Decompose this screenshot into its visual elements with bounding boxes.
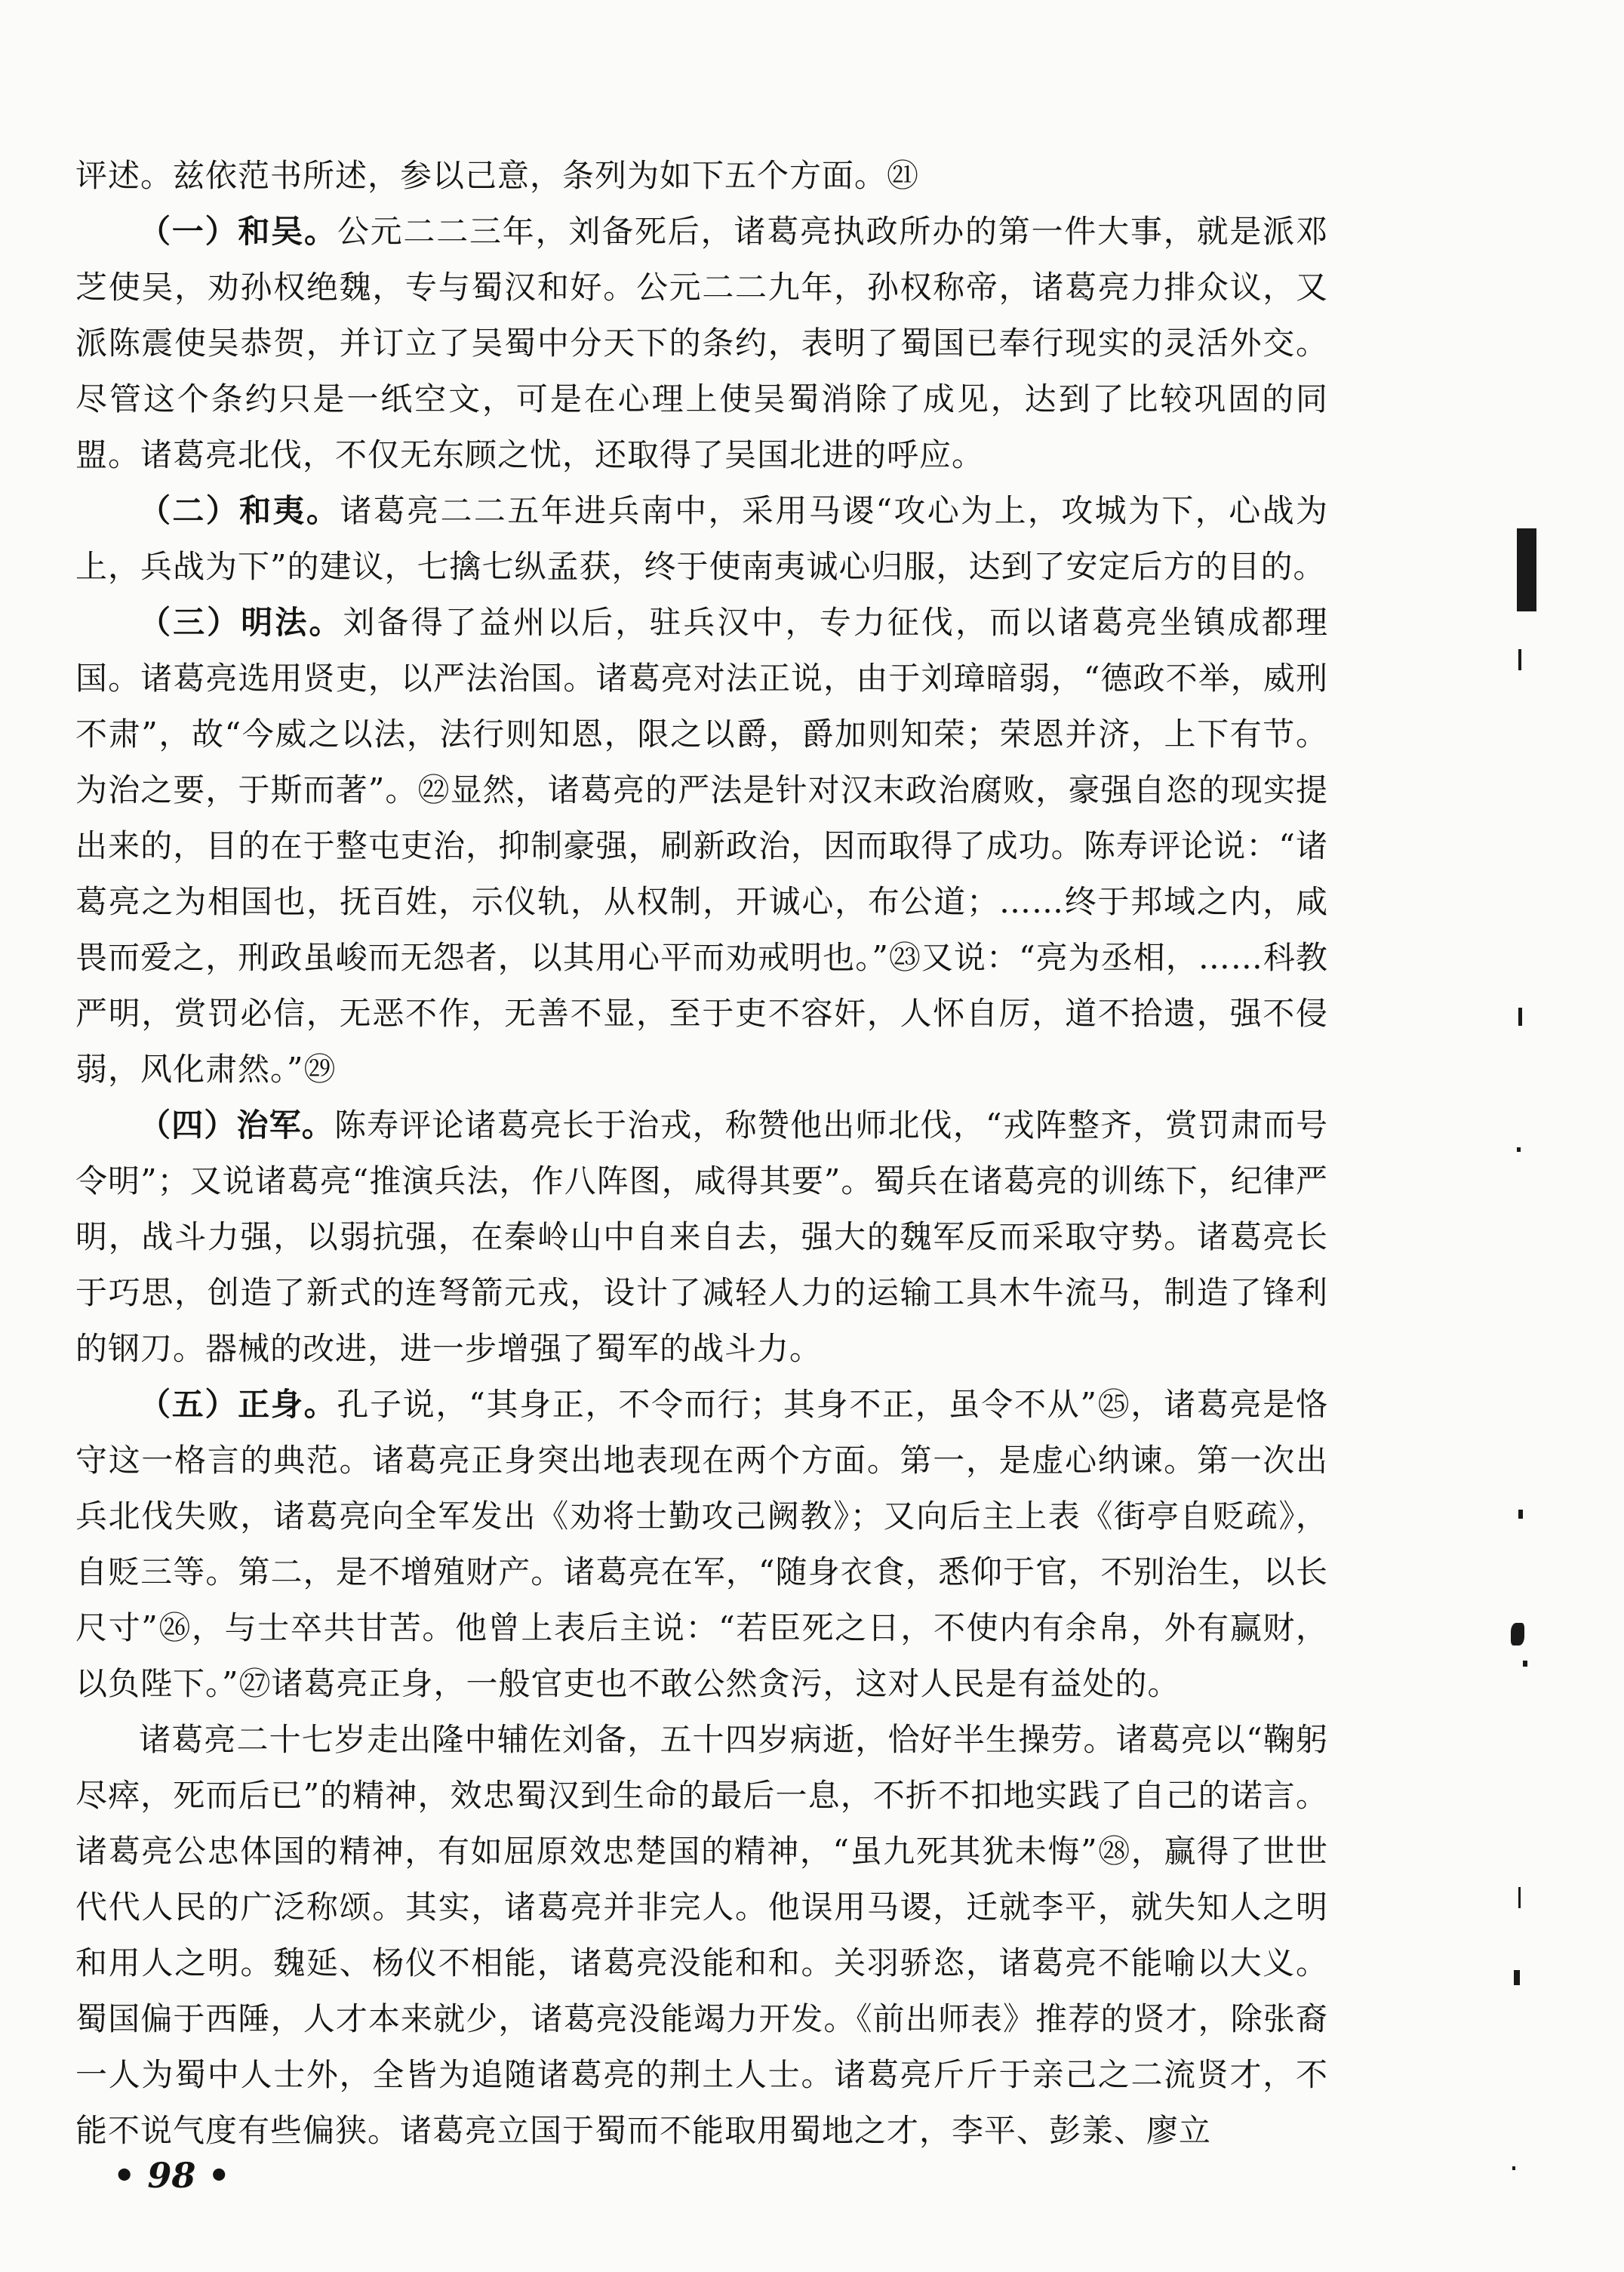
scan-margin-mark	[1523, 1661, 1527, 1667]
scan-margin-mark	[1518, 1510, 1523, 1519]
scan-margin-mark	[1518, 649, 1521, 670]
scan-margin-mark	[1511, 1623, 1524, 1646]
section-text: 刘备得了益州以后，驻兵汉中，专力征伐，而以诸葛亮坐镇成都理国。诸葛亮选用贤吏，以严法治国。诸葛亮对法正说，由于刘璋暗弱，“德政不举，威刑不肃”，故“今威之以法，法行则知恩，限之以爵，爵加则知荣；荣恩并济，上下有节。为治之要，于斯而著”。㉒显然，诸葛亮的严法是针对汉末政治腐败，豪强自恣的现实提出来的，目的在于整屯吏治，抑制豪强，刷新政治，因而取得了成功。陈寿评论说：“诸葛亮之为相国也，抚百姓，示仪轨，从权制，开诚心，布公道；……终于邦域之内，咸畏而爱之，刑政虽峻而无怨者，以其用心平而劝戒明也。”㉓又说：“亮为丞相，……科教严明，赏罚必信，无恶不作，无善不显，至于吏不容奸，人怀自厉，道不拾遗，强不侵弱，风化肃然。”㉙	[75, 604, 1328, 1088]
section-keyword: 明法。	[241, 604, 343, 641]
section-number: （四）	[139, 1107, 237, 1144]
scan-margin-mark	[1518, 1008, 1522, 1026]
section-number: （五）	[139, 1386, 238, 1423]
section-keyword: 正身。	[238, 1386, 337, 1423]
section-keyword: 和吴。	[238, 213, 337, 250]
scan-margin-mark	[1512, 2166, 1515, 2170]
intro-paragraph: 评述。兹依范书所述，参以己意，条列为如下五个方面。㉑	[75, 157, 920, 194]
body-text	[75, 148, 1328, 2159]
section-he-wu	[75, 204, 1328, 483]
closing-paragraph: 诸葛亮二十七岁走出隆中辅佐刘备，五十四岁病逝，恰好半生操劳。诸葛亮以“鞠躬尽瘁，死而后已”的精神，效忠蜀汉到生命的最后一息，不折不扣地实践了自己的诺言。诸葛亮公忠体国的精神，有如屈原效忠楚国的精神，“虽九死其犹未悔”㉘，赢得了世世代代人民的广泛称颂。其实，诸葛亮并非完人。他误用马谡，迁就李平，就失知人之明和用人之明。魏延、杨仪不相能，诸葛亮没能和和。关羽骄恣，诸葛亮不能喻以大义。蜀国偏于西陲，人才本来就少，诸葛亮没能竭力开发。《前出师表》推荐的贤才，除张裔一人为蜀中人士外，全皆为追随诸葛亮的荆土人士。诸葛亮斤斤于亲己之二流贤才，不能不说气度有些偏狭。诸葛亮立国于蜀而不能取用蜀地之才，李平、彭羕、廖立	[75, 1721, 1328, 2149]
section-number: （三）	[139, 604, 241, 641]
scan-margin-mark	[1518, 1887, 1521, 1908]
section-keyword: 和夷。	[239, 492, 340, 529]
section-number: （二）	[139, 492, 240, 529]
page-number: • 98 •	[113, 2155, 230, 2196]
section-zheng-shen	[75, 1377, 1328, 1712]
section-text: 诸葛亮二二五年进兵南中，采用马谡“攻心为上，攻城为下，心战为上，兵战为下”的建议，七擒七纵孟获，终于使南夷诚心归服，达到了安定后方的目的。	[75, 492, 1328, 585]
section-number: （一）	[139, 213, 238, 250]
section-zhi-jun	[75, 1098, 1328, 1377]
section-text: 孔子说，“其身正，不令而行；其身不正，虽令不从”㉕，诸葛亮是恪守这一格言的典范。诸葛亮正身突出地表现在两个方面。第一，是虚心纳谏。第一次出兵北伐失败，诸葛亮向全军发出《劝将士勤攻己阙教》；又向后主上表《街亭自贬疏》，自贬三等。第二，是不增殖财产。诸葛亮在军，“随身衣食，悉仰于官，不别治生，以长尺寸”㉖，与士卒共甘苦。他曾上表后主说：“若臣死之日，不使内有余帛，外有赢财，以负陛下。”㉗诸葛亮正身，一般官吏也不敢公然贪污，这对人民是有益处的。	[75, 1386, 1328, 1702]
section-text: 陈寿评论诸葛亮长于治戎，称赞他出师北伐，“戎阵整齐，赏罚肃而号令明”；又说诸葛亮“推演兵法，作八阵图，咸得其要”。蜀兵在诸葛亮的训练下，纪律严明，战斗力强，以弱抗强，在秦岭山中自来自去，强大的魏军反而采取守势。诸葛亮长于巧思，创造了新式的连弩箭元戎，设计了减轻人力的运输工具木牛流马，制造了锋利的钢刀。器械的改进，进一步增强了蜀军的战斗力。	[75, 1107, 1328, 1367]
scan-margin-mark	[1514, 1970, 1520, 1985]
section-ming-fa	[75, 595, 1328, 1098]
scan-margin-mark	[1517, 528, 1536, 611]
scan-margin-mark	[1517, 1147, 1521, 1152]
section-text: 公元二二三年，刘备死后，诸葛亮执政所办的第一件大事，就是派邓芝使吴，劝孙权绝魏，专与蜀汉和好。公元二二九年，孙权称帝，诸葛亮力排众议，又派陈震使吴恭贺，并订立了吴蜀中分天下的条约，表明了蜀国已奉行现实的灵活外交。尽管这个条约只是一纸空文，可是在心理上使吴蜀消除了成见，达到了比较巩固的同盟。诸葛亮北伐，不仅无东顾之忧，还取得了吴国北进的呼应。	[75, 213, 1328, 473]
section-he-yi	[75, 483, 1328, 595]
section-keyword: 治军。	[236, 1107, 334, 1144]
